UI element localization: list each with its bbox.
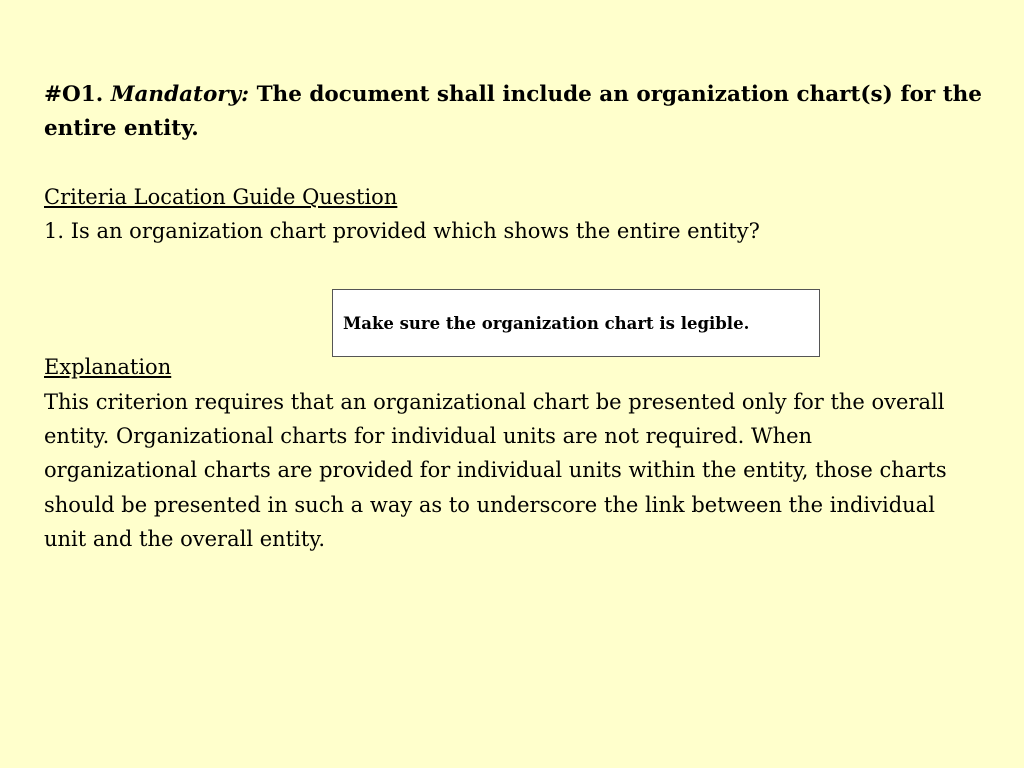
explanation-section-title: Explanation — [44, 355, 172, 379]
explanation-body — [44, 385, 994, 556]
criterion-text: The document shall include an organization chart(s) for the entire entity. — [44, 82, 982, 141]
criteria-section-title: Criteria Location Guide Question — [44, 185, 398, 209]
criterion-code: #O1. — [44, 82, 104, 107]
criteria-question: 1. Is an organization chart provided which shows the entire entity? — [44, 219, 760, 243]
explanation-line: entity. Organizational charts for individual units are not required. When — [44, 424, 813, 449]
explanation-line: unit and the overall entity. — [44, 526, 326, 551]
explanation-line: organizational charts are provided for individual units within the entity, those charts — [44, 458, 947, 483]
legibility-callout-box — [332, 289, 820, 357]
explanation-line: This criterion requires that an organizational chart be presented only for the overall — [44, 390, 945, 414]
mandatory-label: Mandatory: — [110, 82, 250, 107]
criterion-heading — [44, 78, 994, 146]
callout-text: Make sure the organization chart is legible. — [343, 313, 750, 333]
explanation-line: should be presented in such a way as to underscore the link between the individual — [44, 492, 935, 517]
